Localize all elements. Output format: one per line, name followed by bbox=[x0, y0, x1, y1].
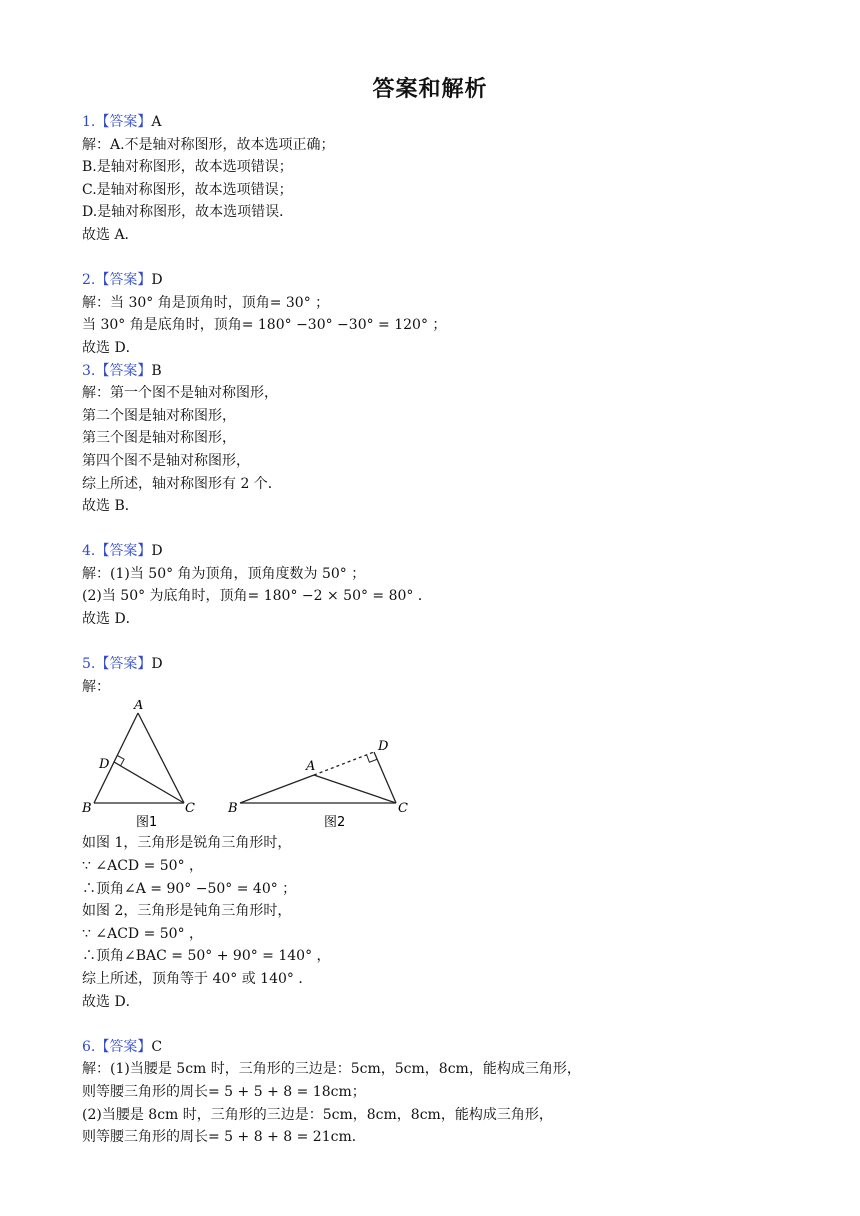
q1-line: D.是轴对称图形，故本选项错误． bbox=[82, 204, 294, 221]
q3-line: 第二个图是轴对称图形， bbox=[82, 407, 236, 424]
q5-answer-tag: 【答案】 bbox=[95, 656, 152, 673]
q5-line: ∴顶角∠A = 90° −50° = 40° ； bbox=[82, 880, 297, 897]
q1-line: C.是轴对称图形，故本选项错误； bbox=[82, 181, 293, 198]
q2-line: 解：当 30° 角是顶角时，顶角= 30° ； bbox=[82, 294, 330, 311]
q4-header bbox=[82, 540, 782, 563]
q6-line: (2)当腰是 8cm 时，三角形的三边是：5cm，8cm，8cm，能构成三角形， bbox=[82, 1106, 553, 1123]
figure-2-obtuse-triangle bbox=[240, 752, 396, 803]
q5-number: 5. bbox=[82, 656, 96, 673]
q5-figures bbox=[82, 700, 782, 828]
q4-line: (2)当 50° 为底角时，顶角= 180° −2 × 50° = 80° ． bbox=[82, 588, 432, 605]
q2-line: 当 30° 角是底角时，顶角= 180° −30° −30° = 120° ； bbox=[82, 317, 447, 334]
q3-line: 解：第一个图不是轴对称图形， bbox=[82, 385, 278, 402]
fig2-side-ba bbox=[240, 775, 314, 803]
q6-answer-tag: 【答案】 bbox=[95, 1038, 152, 1055]
q4-answer-tag: 【答案】 bbox=[95, 543, 152, 560]
q5-line: ∵ ∠ACD = 50° ， bbox=[82, 858, 204, 875]
spacer bbox=[82, 518, 782, 541]
q6-line: 则等腰三角形的周长= 5 + 8 + 8 = 21cm． bbox=[82, 1129, 366, 1146]
q6-line: 则等腰三角形的周长= 5 + 5 + 8 = 18cm； bbox=[82, 1083, 366, 1100]
q6-line: 解：(1)当腰是 5cm 时，三角形的三边是：5cm，5cm，8cm，能构成三角形， bbox=[82, 1061, 581, 1078]
q5-intro: 解： bbox=[82, 678, 110, 695]
q1-number: 1. bbox=[82, 114, 96, 130]
q1-line: B.是轴对称图形，故本选项错误； bbox=[82, 159, 293, 176]
q2-number: 2. bbox=[82, 272, 96, 289]
fig2-caption: 图2 bbox=[324, 815, 346, 829]
q3-header bbox=[82, 360, 782, 383]
q5-line: ∵ ∠ACD = 50° ， bbox=[82, 925, 204, 942]
triangle-figures bbox=[82, 700, 422, 828]
fig2-label-c: C bbox=[398, 801, 408, 817]
fig1-label-c: C bbox=[185, 801, 195, 817]
fig1-label-d: D bbox=[99, 757, 110, 773]
fig2-label-a: A bbox=[306, 759, 316, 775]
fig2-label-b: B bbox=[228, 801, 238, 817]
q5-line: ∴顶角∠BAC = 50° + 90° = 140° ， bbox=[82, 948, 331, 965]
q4-line: 解：(1)当 50° 角为顶角，顶角度数为 50° ； bbox=[82, 565, 366, 582]
q3-line: 综上所述，轴对称图形有 2 个． bbox=[82, 475, 282, 492]
q1-answer: A bbox=[151, 114, 162, 130]
q1-line: 解：A.不是轴对称图形，故本选项正确； bbox=[82, 136, 335, 153]
q4-line: 故选 D． bbox=[82, 611, 140, 628]
fig2-side-ac bbox=[314, 775, 396, 803]
q4-answer: D bbox=[151, 543, 163, 560]
spacer bbox=[82, 631, 782, 654]
q4-number: 4. bbox=[82, 543, 96, 560]
fig2-label-d: D bbox=[378, 739, 389, 755]
q5-line: 如图 2，三角形是钝角三角形时， bbox=[82, 903, 292, 920]
spacer bbox=[82, 1013, 782, 1036]
q2-header bbox=[82, 269, 782, 292]
answer-list bbox=[82, 111, 782, 1149]
q2-line: 故选 D． bbox=[82, 339, 140, 356]
q3-line: 故选 B． bbox=[82, 498, 139, 515]
q2-answer: D bbox=[151, 272, 163, 289]
spacer bbox=[82, 247, 782, 270]
q6-header bbox=[82, 1036, 782, 1059]
fig2-altitude-cd bbox=[374, 752, 396, 803]
page-title: 答案和解析 bbox=[372, 77, 488, 102]
q2-answer-tag: 【答案】 bbox=[95, 272, 152, 289]
q1-answer-tag: 【答案】 bbox=[95, 114, 152, 130]
fig1-label-a: A bbox=[134, 700, 144, 714]
fig2-extension-ad bbox=[314, 752, 374, 775]
fig1-label-b: B bbox=[82, 801, 92, 817]
q3-line: 第三个图是轴对称图形， bbox=[82, 430, 236, 447]
q1-header bbox=[82, 111, 782, 134]
q5-line: 综上所述，顶角等于 40° 或 140° ． bbox=[82, 971, 313, 987]
q3-answer-tag: 【答案】 bbox=[95, 362, 152, 379]
q5-line: 如图 1，三角形是锐角三角形时， bbox=[82, 835, 292, 852]
q5-answer: D bbox=[151, 656, 163, 673]
q5-line: 故选 D． bbox=[82, 993, 140, 1010]
fig1-caption: 图1 bbox=[136, 815, 158, 829]
q3-answer: B bbox=[151, 362, 162, 379]
q6-answer: C bbox=[151, 1038, 163, 1055]
q1-line: 故选 A． bbox=[82, 226, 139, 243]
q6-number: 6. bbox=[82, 1038, 96, 1055]
q3-line: 第四个图不是轴对称图形， bbox=[82, 452, 250, 469]
q3-number: 3. bbox=[82, 362, 96, 379]
q5-header bbox=[82, 653, 782, 676]
